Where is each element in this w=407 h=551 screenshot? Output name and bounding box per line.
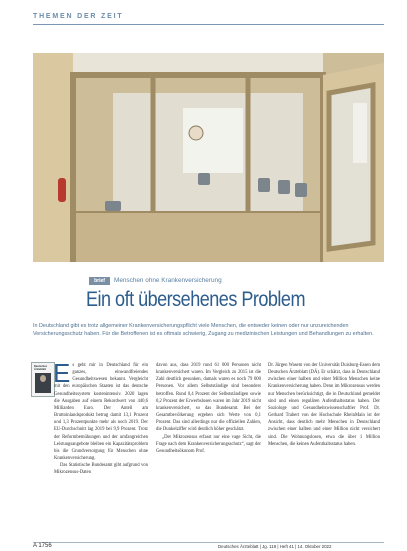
col1-text: s geht mir in Deutschland für ein ganzes, einwandfreiendes Gesundheitswesen bekannt. Vergleicht mit den europäischen Staaten ist das deutsche Gesundheitssystem kostenintensiv. 2020 lagen die Ausgaben auf einem Rekordwert von 440,6 Milliarden Euro. Der Anteil am Bruttoinlandsprodukt betrug damit 13,1 Prozent und 1,3 Prozentpunkte mehr als noch 2019. Der EU-Durchschnitt lag 2019 bei 9,9 Prozent. Trotz der Reformbemühungen und der umfangreichen Leistungsangebote bleiben ein Kapazitätsproblem bis die Grundversorgung für Menschen ohne Krankenversicherung. [54, 363, 148, 462]
body-column-3 [268, 362, 380, 448]
header-rule [33, 24, 384, 25]
section-label: THEMEN DER ZEIT [33, 13, 124, 20]
waiting-room-illustration [33, 53, 384, 262]
waiting-room-photo [33, 53, 384, 262]
body-column-2 [156, 362, 261, 455]
cover-title: Deutsches Ärzteblatt [34, 365, 48, 371]
drop-cap: E [53, 358, 71, 388]
footer-source: Deutsches Ärzteblatt | Jg. 119 | Heft 41 | 14. Oktober 2022 [218, 544, 332, 549]
article-kicker: Menschen ohne Krankenversicherung [114, 277, 222, 284]
col1-text-2: Das Statistische Bundesamt gibt aufgrund von Mikrozensus-Daten [54, 463, 148, 476]
footer-rule [33, 542, 384, 543]
lead-paragraph: In Deutschland gibt es trotz allgemeiner Krankenversicherungspflicht viele Menschen, die entweder keinen oder nur unzureichenden Versicherungsschutz haben. Für die Betroffenen ist es oftmals schwierig, Zugang zu medizinischen Leistungen und Behandlungen zu erhalten. [33, 323, 374, 338]
body-column-1 [53, 358, 148, 477]
magazine-cover-thumbnail [31, 362, 55, 397]
col2-text-2: „Der Mikrozensus erfasst nur eine vage Sicht, die Frage nach dem Krankenversicherungsschutz“, sagt der Gesundheitsökonom Prof. [156, 434, 261, 454]
col2-text: davon aus, dass 2019 rund 61 000 Personen nicht krankenversichert waren. Im Vergleich zu 2015 ist die Zahl deutlich gesunken, damals waren es noch 79 000 Personen. Vor allem Selbstständige sind besonders betroffen. Rund 0,4 Prozent der Selbstständigen sowie 0,2 Prozent der Erwerbslosen waren im Jahr 2019 nicht krankenversichert, so das Bundesamt. Bei der Gesamtbevölkerung ergeben sich Werte von 0,1 Prozent. Das sind allerdings nur die offiziellen Zahlen, die Dunkelziffer wird deutlich höher geschätzt. [156, 363, 261, 433]
article-tag: brief [89, 277, 110, 285]
col3-text: Dr. Jürgen Wasem von der Universität Duisburg-Essen dem Deutschen Ärzteblatt (DÄ). Er schätzt, dass in Deutschland zwischen einer halben und einer Million Menschen keine Krankenversicherung haben. Denn im Mikrozensus werden nur Menschen berücksichtigt, die in Deutschland gemeldet sind und einen regulären Aufenthaltsstatus haben. Der Soziologe und Gesundheitswissenschaftler Prof. Dr. Gerhard Trabert von der Hochschule RheinMain ist der Ansicht, dass deutlich mehr Menschen in Deutschland zwischen einer halben und einer Million nicht versichert sind. Die Wohnungslosen, etwa die über 1 Million Menschen, die keinen Aufenthaltsstatus haben. [268, 363, 380, 447]
cover-face [40, 375, 46, 382]
headline: Ein oft übersehenes Problem [86, 288, 305, 311]
page-number: A 1756 [33, 543, 52, 549]
